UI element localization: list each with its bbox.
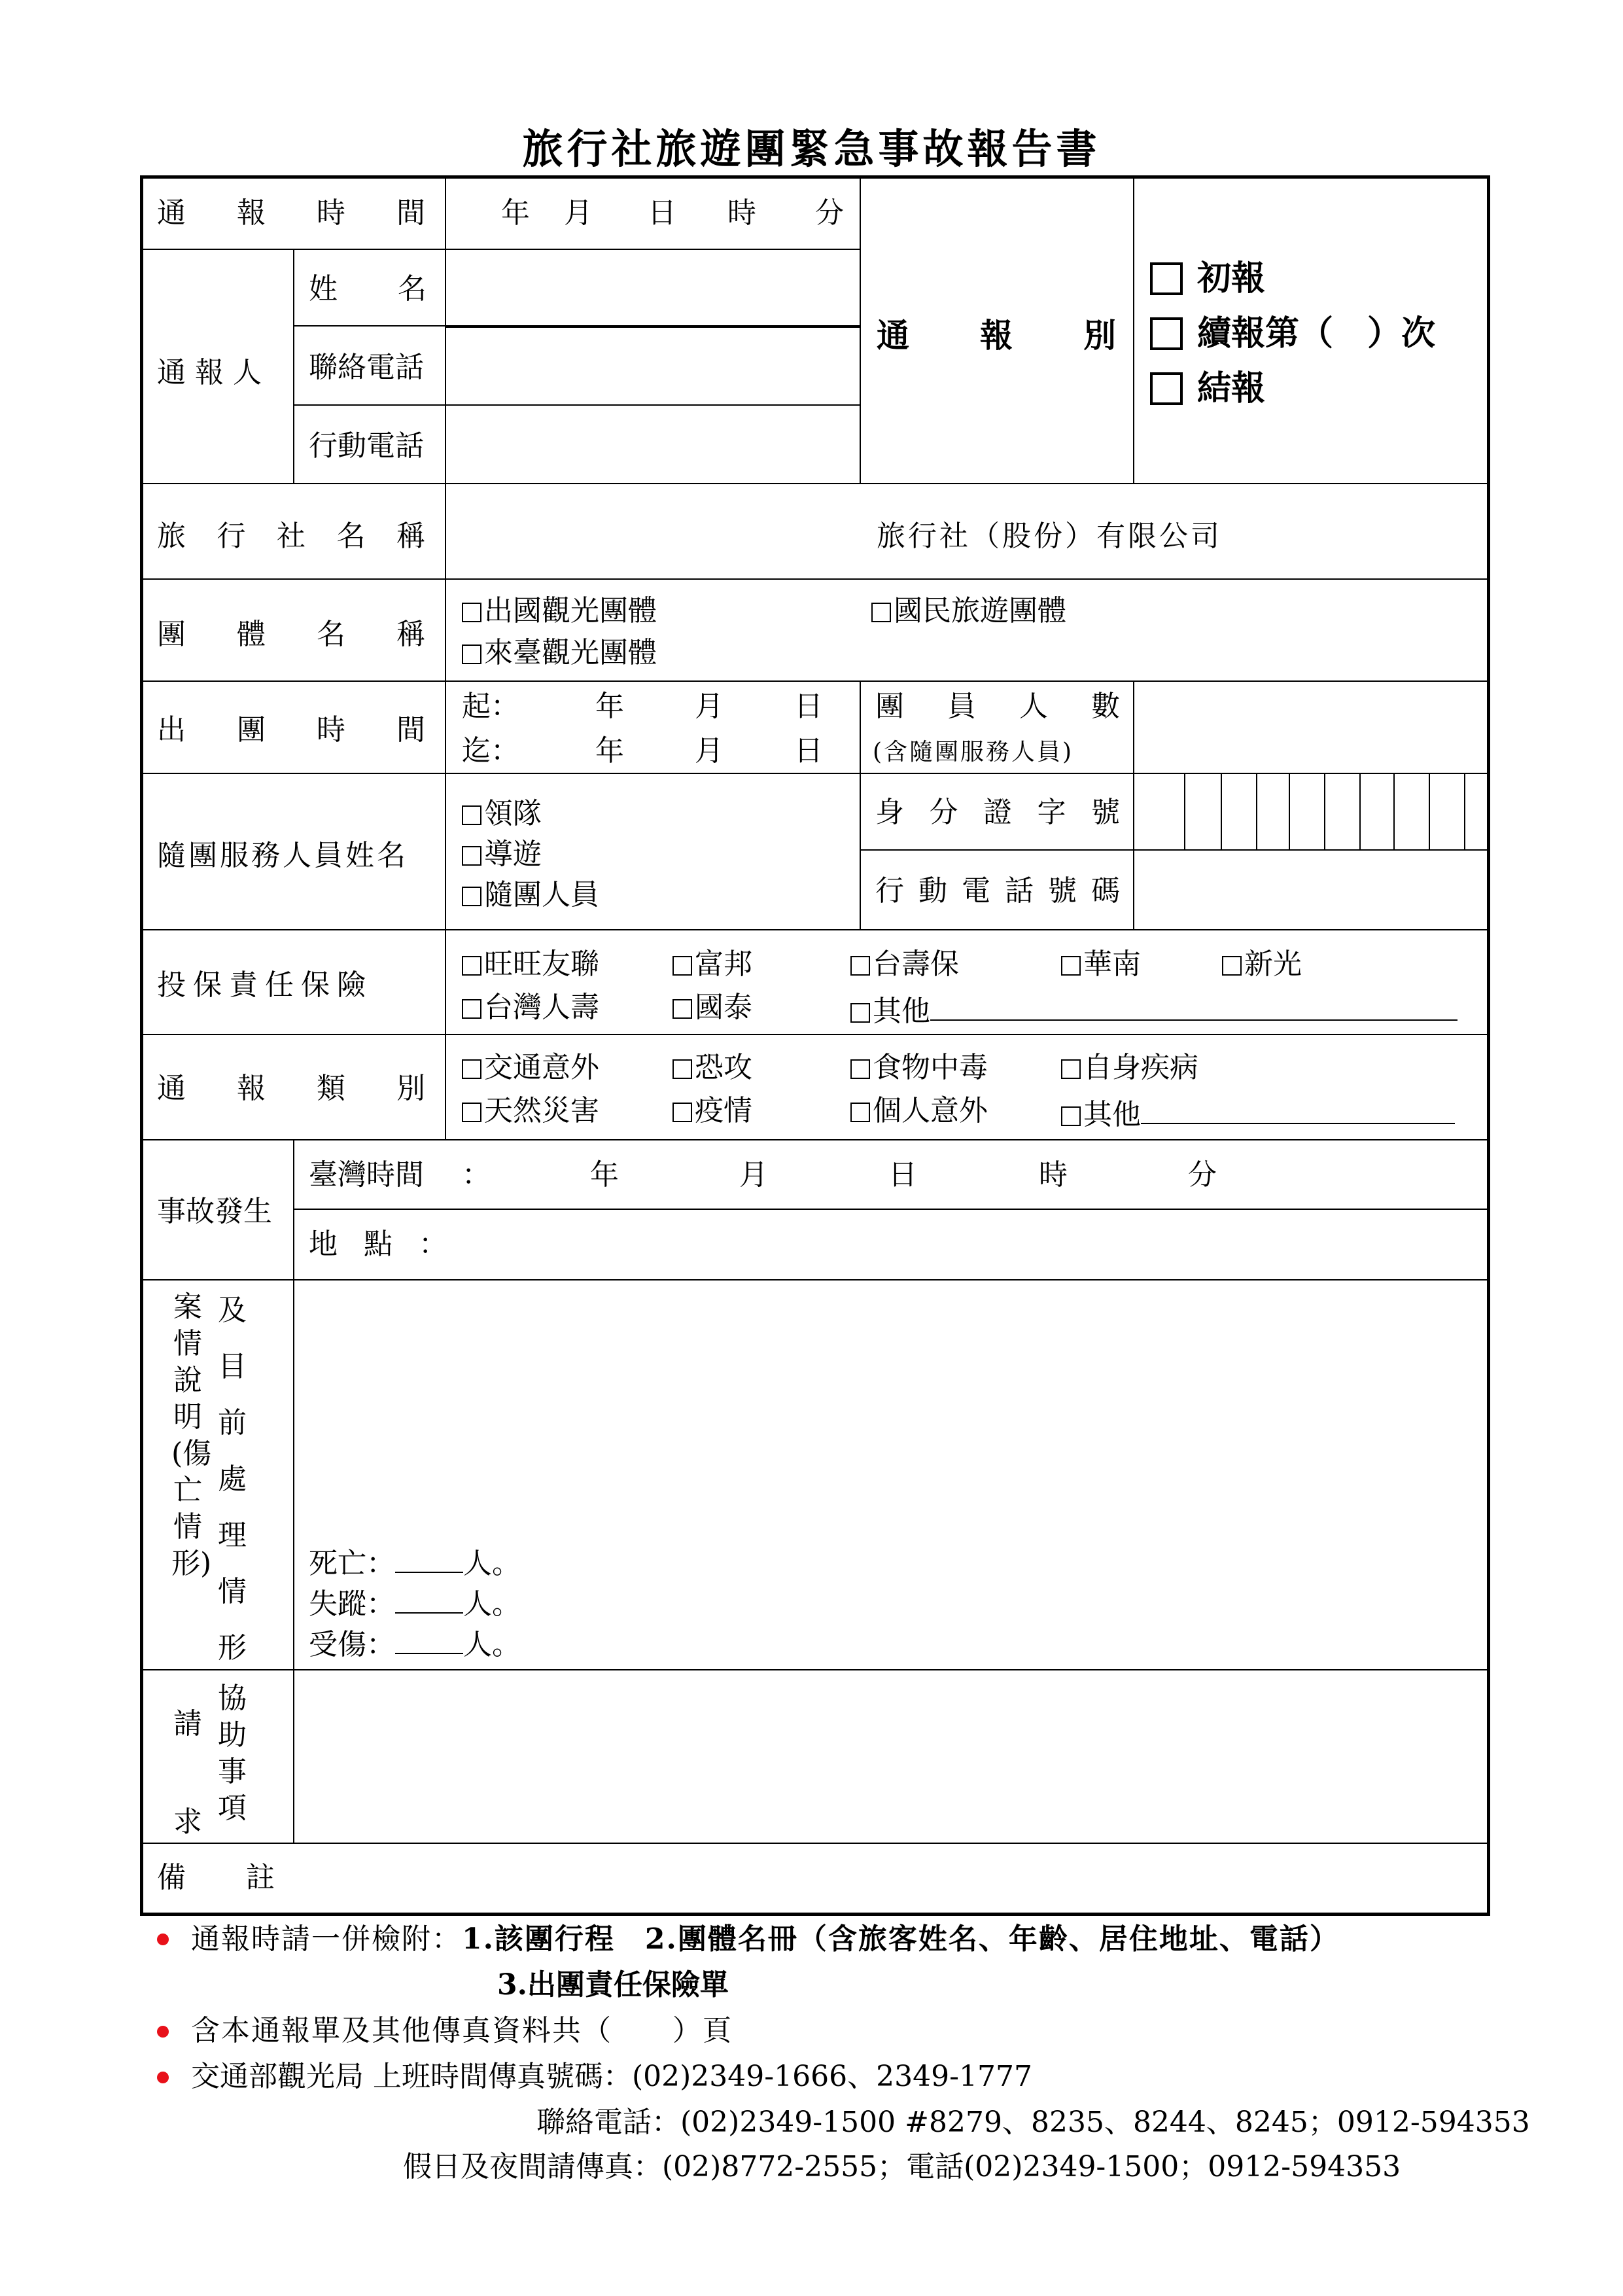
checkbox-icon[interactable] [871,603,891,622]
assist-label-col1: 請求 [173,1707,202,1839]
rule [140,1279,1490,1280]
rule [1133,175,1134,483]
insurance-label: 投保責任保險 [157,968,373,1002]
checkbox-icon[interactable] [462,956,481,976]
bullet-icon [157,2026,169,2038]
checkbox-icon[interactable] [672,1059,692,1079]
insurance-other-blank[interactable] [930,993,1457,1021]
footer-fax: 交通部觀光局 上班時間傳真號碼：(02)2349-1666、2349-1777 [191,2060,1032,2093]
insurance-fubon[interactable]: 富邦 [672,950,752,979]
departure-to-day: 日 [794,734,823,768]
rule [293,1139,294,1843]
report-time-label: 通 報 時 間 [157,196,425,230]
departure-from-month: 月 [695,690,724,723]
rule [293,325,860,327]
id-digit-divider [1429,773,1430,849]
checkbox-icon[interactable] [672,956,692,976]
rule [860,680,861,929]
situation-injured: 受傷： 人。 [309,1628,521,1661]
checkbox-icon[interactable] [462,887,481,906]
id-digit-divider [1393,773,1395,849]
report-type-label: 通 報 別 [877,316,1116,355]
report-type-final[interactable]: 結報 [1150,372,1265,406]
rule [445,327,860,328]
category-illness[interactable]: 自身疾病 [1061,1053,1198,1082]
members-label: 團 員 人 數 [875,690,1120,723]
checkbox-icon[interactable] [462,603,481,622]
departure-from-day: 日 [794,690,823,723]
incident-month: 月 [739,1158,768,1192]
rule [445,175,446,1139]
checkbox-icon[interactable] [1061,956,1081,976]
checkbox-icon[interactable] [462,1059,481,1079]
reporter-name-field[interactable] [458,262,850,314]
footer-pages: 含本通報單及其他傳真資料共（ ）頁 [191,2014,733,2047]
checkbox-icon[interactable] [850,956,870,976]
report-time-month: 月 [564,196,593,230]
checkbox-icon[interactable] [462,645,481,664]
rule [140,1843,1490,1844]
checkbox-icon[interactable] [1061,1059,1081,1079]
category-other-blank[interactable] [1141,1097,1455,1124]
rule [140,249,860,250]
situation-dead: 死亡： 人。 [309,1547,521,1580]
staff-option-guide[interactable]: 導遊 [462,840,542,869]
checkbox-icon[interactable] [1150,317,1183,350]
departure-from-year: 年 [595,690,624,723]
agency-value: 旅行社（股份）有限公司 [877,520,1222,553]
report-type-follow-up[interactable]: 續報第（ ）次 [1150,317,1435,351]
checkbox-icon[interactable] [462,1103,481,1122]
checkbox-icon[interactable] [462,999,481,1019]
id-digit-divider [1324,773,1325,849]
id-number-label: 身 分 證 字 號 [875,796,1120,829]
id-digit-divider [1184,773,1185,849]
group-option-outbound[interactable]: 出國觀光團體 [462,597,657,626]
checkbox-icon[interactable] [1150,372,1183,405]
reporter-mobile-label: 行動電話 [309,429,424,463]
footer-holiday-fax: 假日及夜間請傳真：(02)8772-2555；電話(02)2349-1500；0912-594353 [403,2150,1401,2183]
incident-minute: 分 [1188,1158,1217,1192]
situation-missing: 失蹤： 人。 [309,1587,521,1621]
category-label: 通 報 類 別 [157,1072,425,1105]
checkbox-icon[interactable] [672,999,692,1019]
checkbox-icon[interactable] [1061,1106,1081,1126]
checkbox-icon[interactable] [850,1003,870,1023]
injured-count-blank[interactable] [395,1628,463,1654]
insurance-taiwan-life[interactable]: 台灣人壽 [462,993,599,1022]
situation-label-col2: 及目前處理情形 [218,1294,247,1665]
report-time-hour: 時 [727,196,756,230]
report-time-minute: 分 [815,196,844,230]
reporter-phone-field[interactable] [458,340,850,393]
agency-label: 旅 行 社 名 稱 [157,520,425,553]
category-food-poisoning[interactable]: 食物中毒 [850,1053,988,1082]
category-other[interactable]: 其他 [1061,1097,1455,1129]
insurance-taishoubao[interactable]: 台壽保 [850,950,959,979]
reporter-mobile-field[interactable] [458,419,850,471]
group-option-inbound[interactable]: 來臺觀光團體 [462,639,657,667]
situation-label-col1: 案情說明(傷亡情形) [171,1290,212,1580]
departure-label: 出 團 時 間 [157,713,425,747]
missing-count-blank[interactable] [395,1587,463,1614]
rule [140,929,1490,930]
departure-to-year: 年 [595,734,624,768]
insurance-huanan[interactable]: 華南 [1061,950,1141,979]
insurance-shinkong[interactable]: 新光 [1222,950,1302,979]
group-label: 團 體 名 稱 [157,618,425,651]
reporter-phone-label: 聯絡電話 [309,351,424,384]
incident-label: 事故發生 [157,1195,272,1228]
members-note: (含隨團服務人員) [873,739,1074,766]
incident-time-colon: ： [462,1158,491,1192]
report-time-day: 日 [648,196,676,230]
rule [140,1139,1490,1140]
id-digit-divider [1289,773,1290,849]
checkbox-icon[interactable] [462,805,481,825]
page-title: 旅行社旅遊團緊急事故報告書 [522,125,1101,173]
category-epidemic[interactable]: 疫情 [672,1097,752,1125]
checkbox-icon[interactable] [1222,956,1242,976]
remarks-label: 備 註 [157,1861,275,1894]
insurance-other[interactable]: 其他 [850,993,1457,1026]
incident-place-label: 地點： [309,1227,474,1261]
footer-contact-phone: 聯絡電話：(02)2349-1500 #8279、8235、8244、8245；0912-594353 [536,2106,1530,2139]
rule [293,404,860,406]
members-count-field[interactable] [1145,694,1478,766]
checkbox-icon[interactable] [1150,262,1183,295]
departure-from-label: 起： [462,690,519,723]
incident-year: 年 [590,1158,619,1192]
insurance-wangwang[interactable]: 旺旺友聯 [462,950,599,979]
rule [293,249,294,483]
insurance-cathay[interactable]: 國泰 [672,993,752,1022]
checkbox-icon[interactable] [850,1103,870,1122]
rule [860,175,861,483]
assist-label-col2: 協助事項 [218,1682,247,1825]
staff-label: 隨團服務人員姓名 [157,839,408,872]
bullet-icon [157,2072,169,2083]
staff-option-leader[interactable]: 領隊 [462,800,542,828]
departure-to-month: 月 [695,734,724,768]
rule [140,1669,1490,1670]
staff-option-escort[interactable]: 隨團人員 [462,881,599,910]
departure-to-label: 迄： [462,734,519,768]
rule [1133,680,1134,929]
rule [860,849,1490,851]
rule [140,483,1490,484]
checkbox-icon[interactable] [462,846,481,866]
category-traffic[interactable]: 交通意外 [462,1053,599,1082]
staff-mobile-label: 行 動 電 話 號 碼 [875,874,1120,908]
rule [140,680,1490,682]
id-digit-divider [1359,773,1361,849]
bullet-icon [157,1934,169,1945]
id-digit-divider [1221,773,1222,849]
category-natural-disaster[interactable]: 天然災害 [462,1097,599,1125]
dead-count-blank[interactable] [395,1547,463,1573]
rule [140,578,1490,580]
staff-mobile-field[interactable] [1145,857,1478,923]
group-option-domestic[interactable]: 國民旅遊團體 [871,597,1066,626]
rule [140,773,1490,774]
checkbox-icon[interactable] [672,1103,692,1122]
reporter-label: 通報人 [157,356,271,389]
footer-attachments: 通報時請一併檢附：1.該團行程 2.團體名冊（含旅客姓名、年齡、居住地址、電話） [191,1922,1340,1956]
checkbox-icon[interactable] [850,1059,870,1079]
incident-time-label: 臺灣時間 [309,1158,424,1192]
incident-day: 日 [888,1158,917,1192]
footer-insurance-note: 3.出團責任保險單 [497,1968,729,2002]
report-type-initial[interactable]: 初報 [1150,262,1265,296]
incident-hour: 時 [1039,1158,1068,1192]
id-digit-divider [1256,773,1257,849]
rule [140,1034,1490,1035]
report-time-year: 年 [501,196,530,230]
category-accident[interactable]: 個人意外 [850,1097,988,1125]
reporter-name-label: 姓 名 [309,272,427,306]
id-digit-divider [1464,773,1465,849]
rule [293,1209,1490,1210]
category-terror[interactable]: 恐攻 [672,1053,752,1082]
